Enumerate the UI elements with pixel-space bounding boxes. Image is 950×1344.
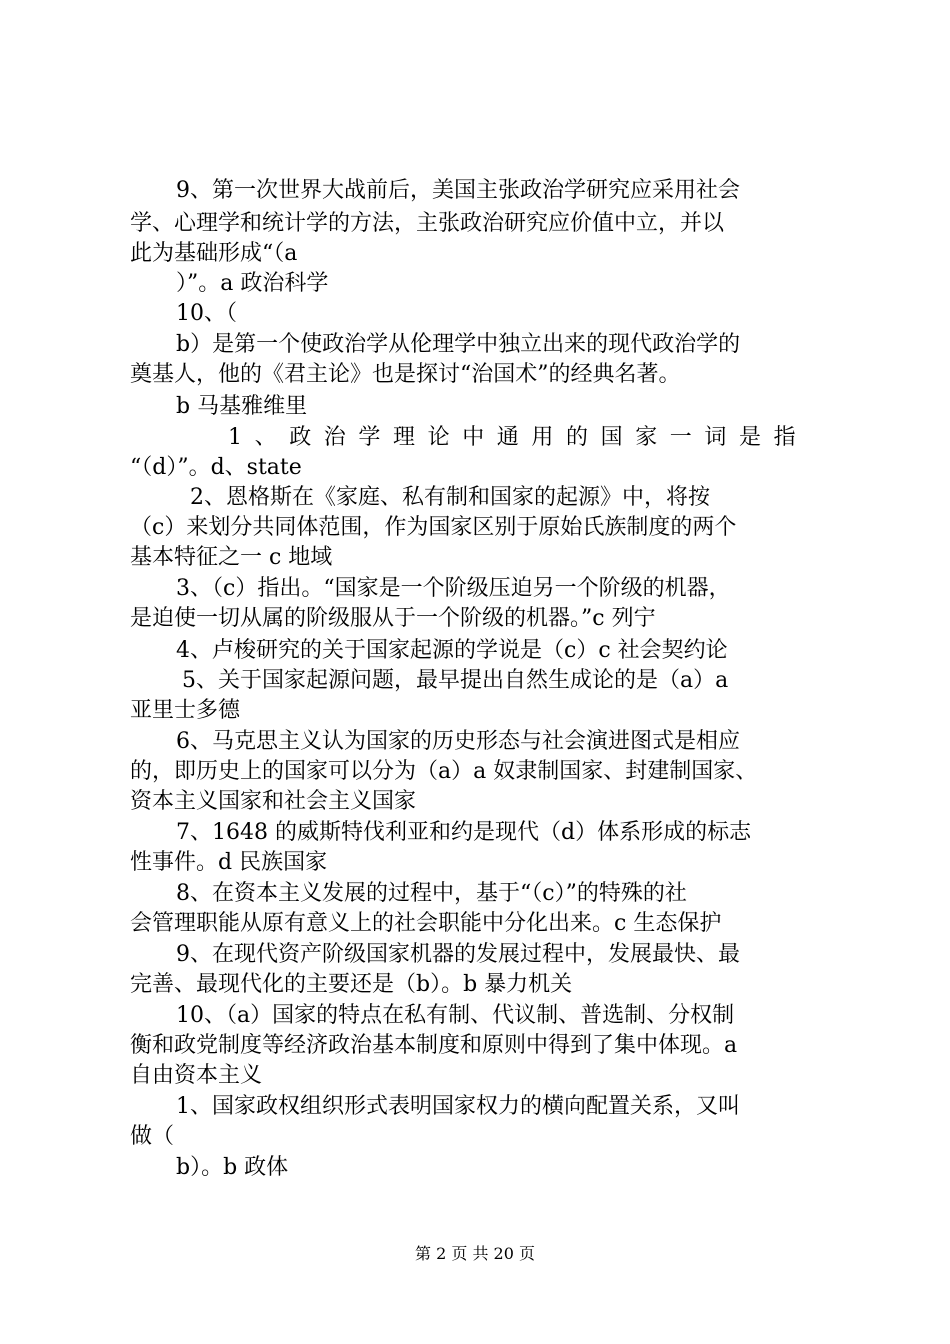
text-line: 做（ bbox=[130, 1124, 175, 1149]
text-line: 衡和政党制度等经济政治基本制度和原则中得到了集中体现。a bbox=[130, 1033, 738, 1058]
text-line: 4、卢梭研究的关于国家起源的学说是（c）c 社会契约论 bbox=[176, 638, 728, 663]
text-line: ）”。a 政治科学 bbox=[176, 271, 329, 296]
text-line: 10、（ bbox=[176, 301, 237, 326]
text-line: 是迫使一切从属的阶级服从于一个阶级的机器。”c 列宁 bbox=[130, 606, 656, 631]
text-line: 9、第一次世界大战前后，美国主张政治学研究应采用社会 bbox=[176, 178, 740, 203]
text-line: 7、1648 的威斯特伐利亚和约是现代（d）体系形成的标志 bbox=[176, 820, 752, 845]
text-line: 完善、最现代化的主要还是（b）。b 暴力机关 bbox=[130, 972, 573, 997]
text-line: 8、在资本主义发展的过程中，基于“（c）”的特殊的社 bbox=[176, 881, 687, 906]
text-line: 会管理职能从原有意义上的社会职能中分化出来。c 生态保护 bbox=[130, 911, 722, 936]
text-line: 2、恩格斯在《家庭、私有制和国家的起源》中，将按 bbox=[190, 485, 710, 510]
text-line: 亚里士多德 bbox=[130, 698, 241, 723]
text-line: 基本特征之一 c 地域 bbox=[130, 545, 333, 570]
text-line: 6、马克思主义认为国家的历史形态与社会演进图式是相应 bbox=[176, 729, 740, 754]
text-line: “（d）”。d、state bbox=[130, 455, 302, 480]
text-line: b）是第一个使政治学从伦理学中独立出来的现代政治学的 bbox=[176, 332, 741, 357]
text-line: 资本主义国家和社会主义国家 bbox=[130, 789, 417, 814]
text-line: （c）来划分共同体范围，作为国家区别于原始氏族制度的两个 bbox=[130, 515, 737, 540]
text-line: 此为基础形成“（a bbox=[130, 241, 298, 266]
text-line: 的，即历史上的国家可以分为（a）a 奴隶制国家、封建制国家、 bbox=[130, 759, 758, 784]
text-line: 学、心理学和统计学的方法，主张政治研究应价值中立，并以 bbox=[130, 211, 725, 236]
text-line: b）。b 政体 bbox=[176, 1155, 289, 1180]
text-line: 5、关于国家起源问题，最早提出自然生成论的是（a）a bbox=[182, 668, 729, 693]
text-line: 奠基人，他的《君主论》也是探讨“治国术”的经典名著。 bbox=[130, 362, 681, 387]
text-line: 1、国家政权组织形式表明国家权力的横向配置关系，又叫 bbox=[176, 1094, 740, 1119]
text-line: 自由资本主义 bbox=[130, 1063, 263, 1088]
text-line: 1、政治学理论中通用的国家一词是指 bbox=[228, 425, 809, 450]
text-line: 性事件。d 民族国家 bbox=[130, 850, 328, 875]
page-footer: 第 2 页 共 20 页 bbox=[415, 1244, 535, 1263]
text-line: 9、在现代资产阶级国家机器的发展过程中，发展最快、最 bbox=[176, 942, 740, 967]
text-line: 3、（c）指出。“国家是一个阶级压迫另一个阶级的机器， bbox=[176, 576, 731, 601]
text-line: 10、（a）国家的特点在私有制、代议制、普选制、分权制 bbox=[176, 1003, 735, 1028]
text-line: b 马基雅维里 bbox=[176, 394, 308, 419]
